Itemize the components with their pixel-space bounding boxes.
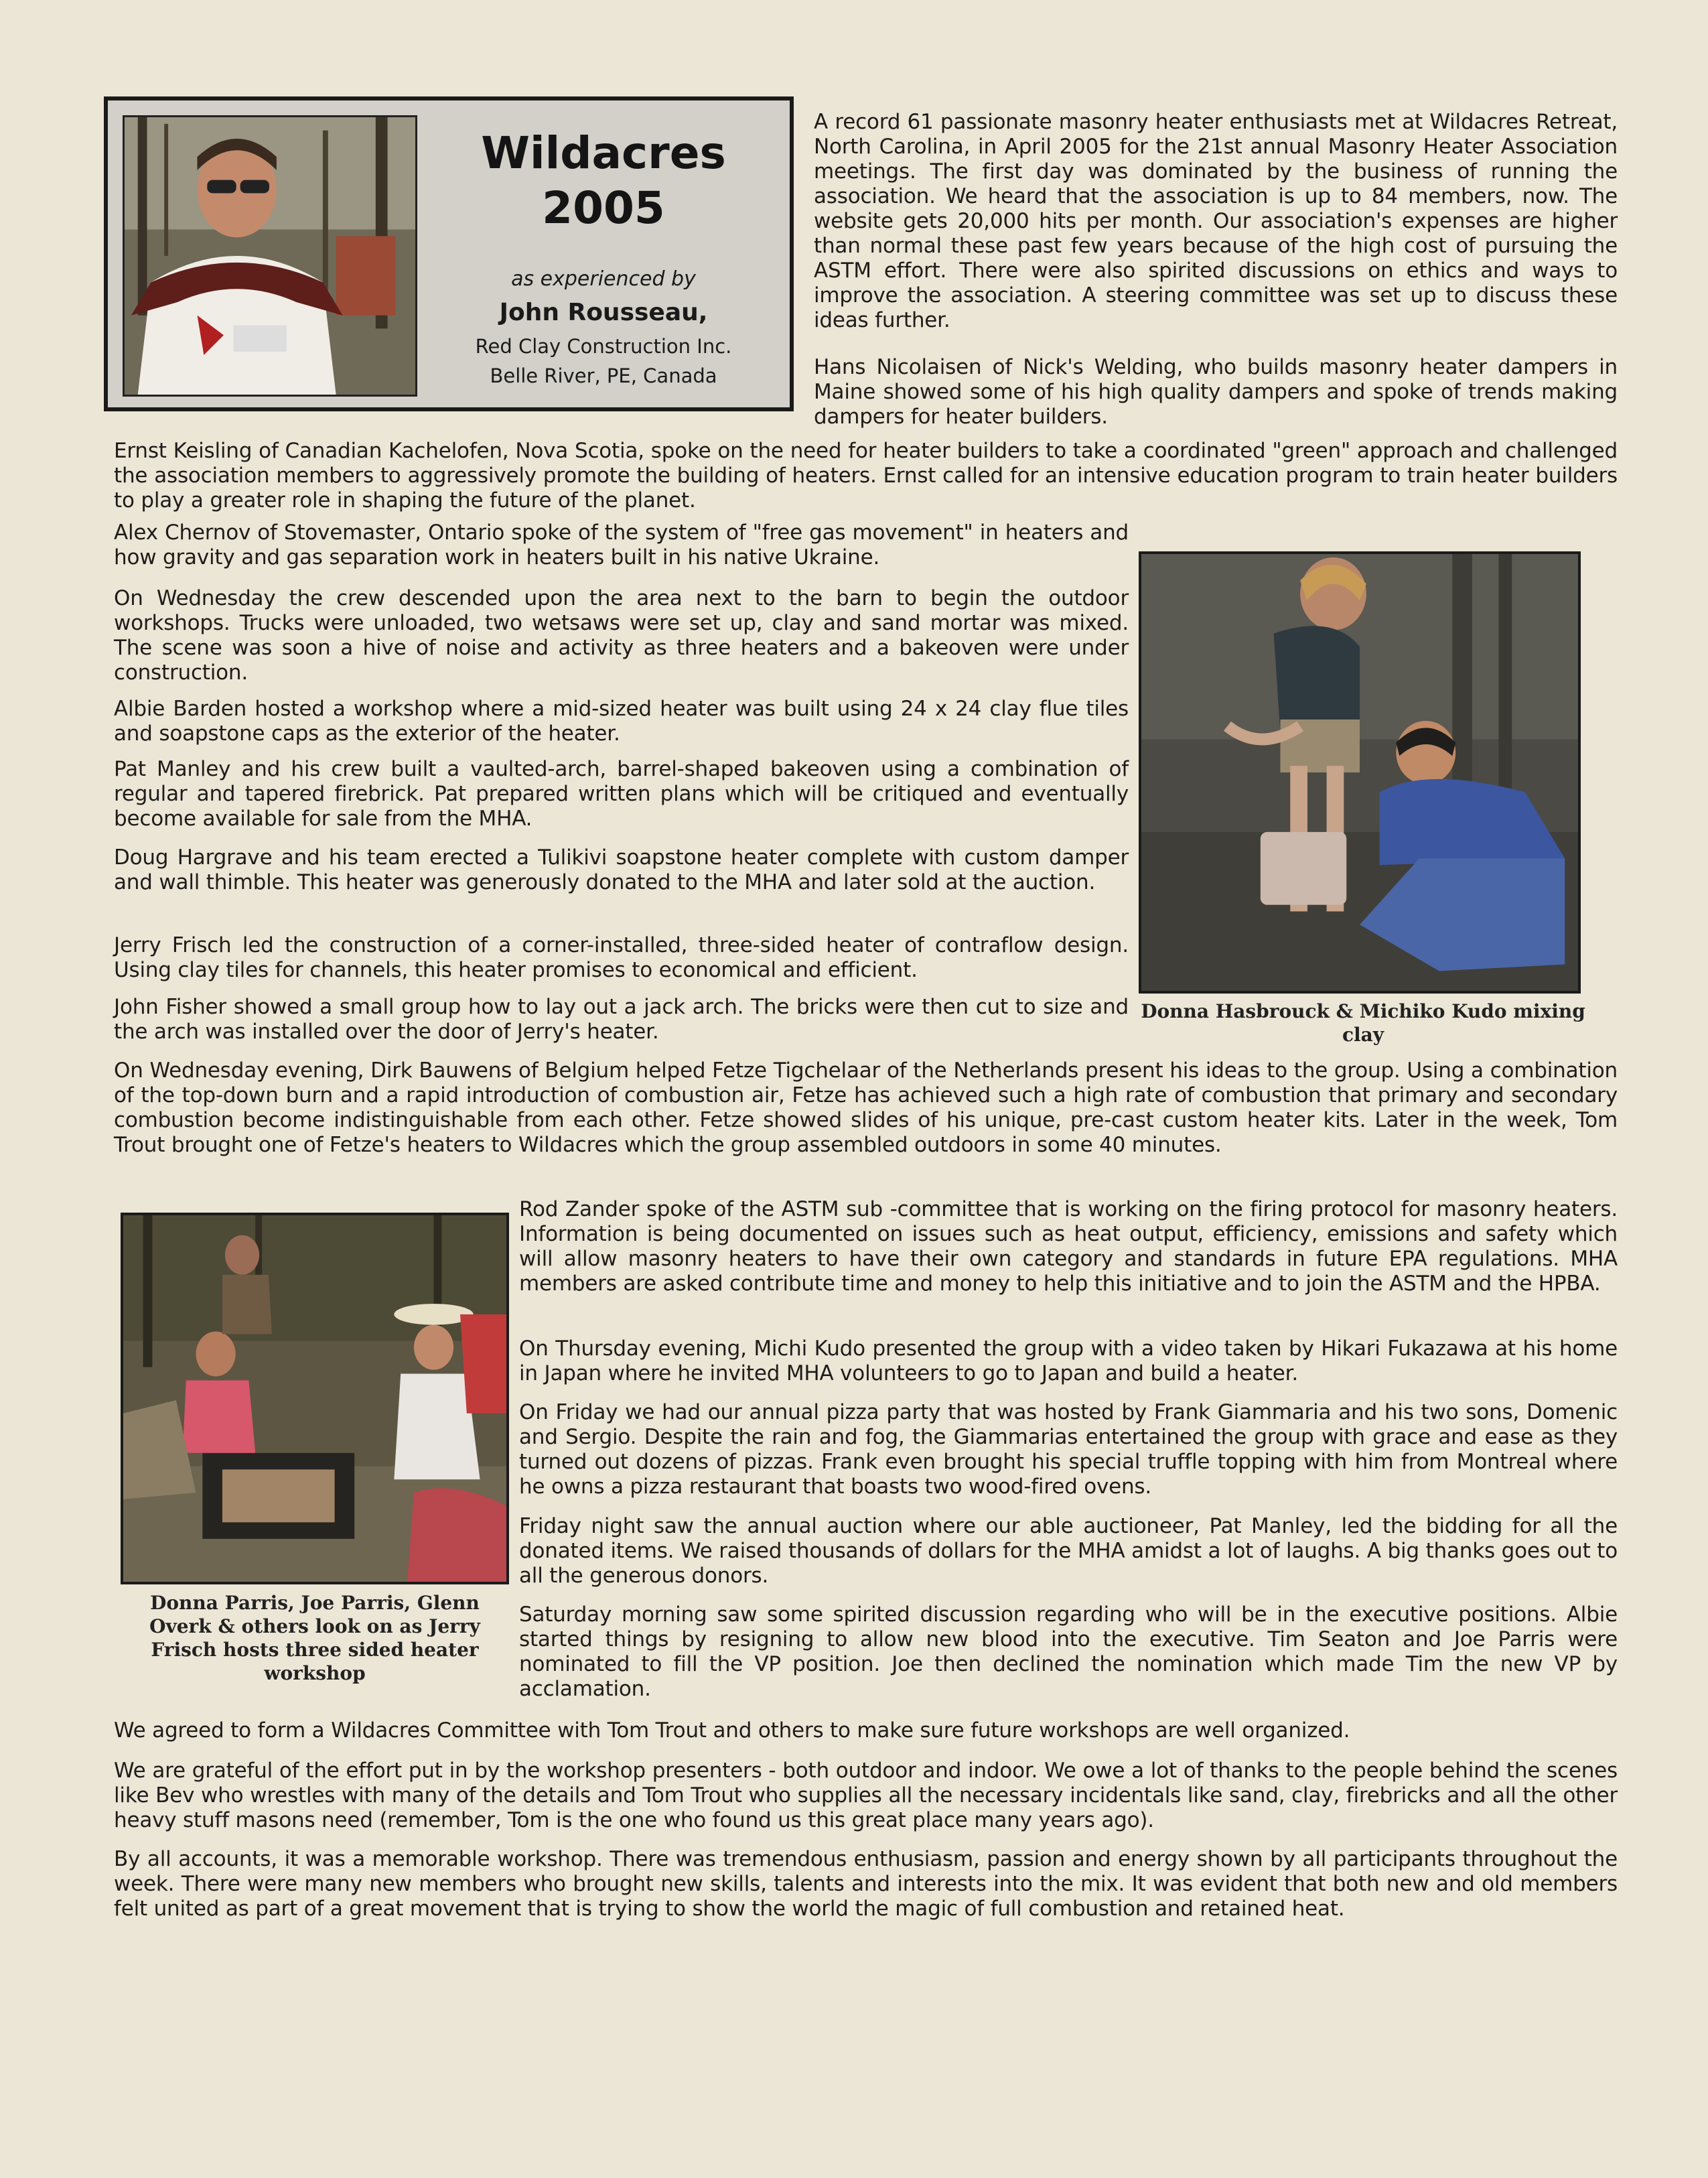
paragraph-grateful: We are grateful of the effort put in by the workshop presenters - both outdoor and indoor. We owe a lot of thanks to the people behind the scenes like Bev who wrestles with many of the details and Tom Trout who supplies all the necessary incidentals like sand, clay, firebricks and all the other heavy stuff masons need (remember, Tom is the one who found us this great place many years ago). [114,1759,1618,1832]
caption-mixing-clay: Donna Hasbrouck & Michiko Kudo mixing clay [1141,1000,1585,1046]
author-company: Red Clay Construction Inc. [475,335,732,358]
paragraph-intro: A record 61 passionate masonry heater enthusiasts met at Wildacres Retreat, North Carolina, in April 2005 for the 21st annual Masonry Heater Association meetings. The first day was dominated by the business of running the association. We heard that the association is up to 84 members, now. The website gets 20,000 hits per month. Our association's expenses are higher than normal these past few years because of the high cost of pursuing the ASTM effort. There were also spirited discussions on ethics and ways to improve the association. A steering committee was set up to discuss these ideas further. [814,110,1618,332]
title-line-2: 2005 [542,182,665,234]
byline [443,265,764,391]
paragraph-saturday: Saturday morning saw some spirited discussion regarding who will be in the executive positions. Albie started things by resigning to allow new blood into the executive. Tim Seaton and Joe Parris were nominated to fill the VP position. Joe then declined the nomination which made Tim the new VP by acclamation. [519,1603,1618,1701]
paragraph-pat: Pat Manley and his crew built a vaulted-arch, barrel-shaped bakeoven using a combination of regular and tapered firebrick. Pat prepared written plans which will be critiqued and eventually become available for sale from the MHA. [114,757,1129,831]
paragraph-wednesday: On Wednesday the crew descended upon the area next to the barn to begin the outdoor workshops. Trucks were unloaded, two wetsaws were set up, clay and sand mortar was mixed. The scene was soon a hive of noise and activity as three heaters and a bakeoven were under construction. [114,586,1129,685]
author-portrait-photo [123,115,417,397]
paragraph-albie: Albie Barden hosted a workshop where a mid-sized heater was built using 24 x 24 clay flue tiles and soapstone caps as the exterior of the heater. [114,697,1129,746]
paragraph-alex: Alex Chernov of Stovemaster, Ontario spoke of the system of "free gas movement" in heaters and how gravity and gas separation work in heaters built in his native Ukraine. [114,521,1129,569]
paragraph-hans: Hans Nicolaisen of Nick's Welding, who builds masonry heater dampers in Maine showed some of his high quality dampers and spoke of trends making dampers for heater builders. [814,355,1618,429]
paragraph-john-fisher: John Fisher showed a small group how to lay out a jack arch. The bricks were then cut to size and the arch was installed over the door of Jerry's heater. [114,995,1129,1044]
paragraph-jerry: Jerry Frisch led the construction of a corner-installed, three-sided heater of contraflow design. Using clay tiles for channels, this heater promises to economical and efficient. [114,933,1129,982]
paragraph-committee: We agreed to form a Wildacres Committee with Tom Trout and others to make sure future workshops are well organized. [114,1718,1350,1743]
paragraph-friday-pizza: On Friday we had our annual pizza party that was hosted by Frank Giammaria and his two sons, Domenic and Sergio. Despite the rain and fog, the Giammarias entertained the group with grace and ease as they turned out dozens of pizzas. Frank even brought his special truffle topping with him from Montreal where he owns a pizza restaurant that boasts two wood-fired ovens. [519,1400,1618,1499]
experienced-by-label: as experienced by [511,267,696,291]
paragraph-conclusion: By all accounts, it was a memorable workshop. There was tremendous enthusiasm, passion and energy shown by all participants throughout the week. There were many new members who brought new skills, talents and interests into the mix. It was evident that both new and old members felt united as part of a great movement that is trying to show the world the magic of full combustion and retained heat. [114,1847,1618,1921]
photo-workshop [121,1213,509,1584]
paragraph-doug: Doug Hargrave and his team erected a Tulikivi soapstone heater complete with custom damper and wall thimble. This heater was generously donated to the MHA and later sold at the auction. [114,845,1129,894]
author-location: Belle River, PE, Canada [490,364,717,387]
paragraph-rod-zander: Rod Zander spoke of the ASTM sub -committee that is working on the firing protocol for masonry heaters. Information is being documented on issues such as heat output, efficiency, emissions and safety which will allow masonry heaters to have their own category and standards in future EPA regulations. MHA members are asked contribute time and money to help this initiative and to join the ASTM and the HPBA. [519,1197,1618,1296]
header-box [104,96,794,411]
author-name: John Rousseau, [499,299,708,326]
photo-mixing-clay [1139,551,1581,994]
paragraph-ernst: Ernst Keisling of Canadian Kachelofen, Nova Scotia, spoke on the need for heater builders to take a coordinated "green" approach and challenged the association members to aggressively promote the building of heaters. Ernst called for an intensive education program to train heater builders to play a greater role in shaping the future of the planet. [114,439,1618,513]
paragraph-thursday: On Thursday evening, Michi Kudo presented the group with a video taken by Hikari Fukazawa at his home in Japan where he invited MHA volunteers to go to Japan and build a heater. [519,1337,1618,1385]
paragraph-wednesday-evening: On Wednesday evening, Dirk Bauwens of Belgium helped Fetze Tigchelaar of the Netherlands present his ideas to the group. Using a combination of the top-down burn and a rapid introduction of combustion air, Fetze has achieved such a high rate of combustion that primary and secondary combustion become indistinguishable from each other. Fetze showed slides of his unique, pre-cast custom heater kits. Later in the week, Tom Trout brought one of Fetze's heaters to Wildacres which the group assembled outdoors in some 40 minutes. [114,1059,1618,1157]
caption-workshop: Donna Parris, Joe Parris, Glenn Overk & others look on as Jerry Frisch hosts three sided heater workshop [149,1592,480,1684]
article-title [443,126,764,236]
title-line-1: Wildacres [481,127,726,179]
paragraph-auction: Friday night saw the annual auction where our able auctioneer, Pat Manley, led the bidding for all the donated items. We raised thousands of dollars for the MHA amidst a lot of laughs. A big thanks goes out to all the generous donors. [519,1514,1618,1588]
